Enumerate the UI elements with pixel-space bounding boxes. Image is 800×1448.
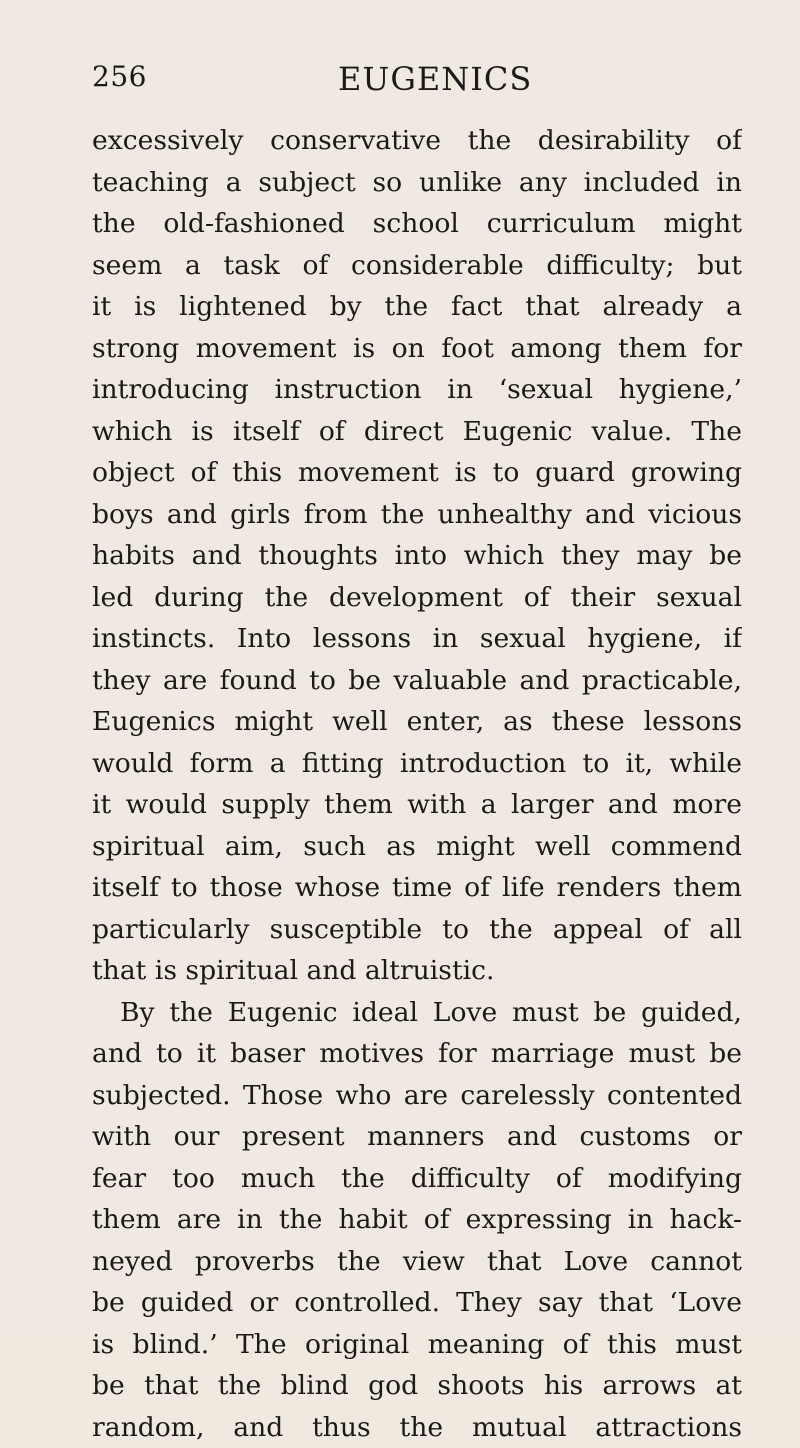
text-line: Eugenics might well enter, as these lessons <box>92 701 742 743</box>
text-line: with our present manners and customs or <box>92 1116 742 1158</box>
text-line: be that the blind god shoots his arrows at <box>92 1365 742 1407</box>
paragraph-start-line: By the Eugenic ideal Love must be guided, <box>92 992 742 1034</box>
text-line: boys and girls from the unhealthy and vicious <box>92 494 742 536</box>
text-line: be guided or controlled. They say that ‘Love <box>92 1282 742 1324</box>
body-text <box>92 120 742 1448</box>
text-line: itself to those whose time of life renders them <box>92 867 742 909</box>
text-line: teaching a subject so unlike any included in <box>92 162 742 204</box>
text-line: random, and thus the mutual attractions <box>92 1407 742 1448</box>
text-line: them are in the habit of expressing in hack- <box>92 1199 742 1241</box>
running-head <box>0 58 800 102</box>
text-line: led during the development of their sexual <box>92 577 742 619</box>
running-title: EUGENICS <box>338 60 532 98</box>
text-line: instincts. Into lessons in sexual hygiene, if <box>92 618 742 660</box>
paragraph-end-line: that is spiritual and altruistic. <box>92 950 742 992</box>
text-line: excessively conservative the desirability of <box>92 120 742 162</box>
text-line: it is lightened by the fact that already a <box>92 286 742 328</box>
text-line: would form a fitting introduction to it, while <box>92 743 742 785</box>
text-line: it would supply them with a larger and more <box>92 784 742 826</box>
text-line: is blind.’ The original meaning of this must <box>92 1324 742 1366</box>
text-line: subjected. Those who are carelessly contented <box>92 1075 742 1117</box>
text-line: strong movement is on foot among them for <box>92 328 742 370</box>
text-line: fear too much the difficulty of modifying <box>92 1158 742 1200</box>
text-line: object of this movement is to guard growing <box>92 452 742 494</box>
text-line: the old-fashioned school curriculum might <box>92 203 742 245</box>
text-line: neyed proverbs the view that Love cannot <box>92 1241 742 1283</box>
text-line: spiritual aim, such as might well commend <box>92 826 742 868</box>
text-line: they are found to be valuable and practicable, <box>92 660 742 702</box>
text-line: habits and thoughts into which they may be <box>92 535 742 577</box>
text-line: introducing instruction in ‘sexual hygiene,’ <box>92 369 742 411</box>
text-line: which is itself of direct Eugenic value. The <box>92 411 742 453</box>
text-line: particularly susceptible to the appeal of all <box>92 909 742 951</box>
page-number: 256 <box>92 60 147 93</box>
text-line: and to it baser motives for marriage must be <box>92 1033 742 1075</box>
text-line: seem a task of considerable difficulty; but <box>92 245 742 287</box>
